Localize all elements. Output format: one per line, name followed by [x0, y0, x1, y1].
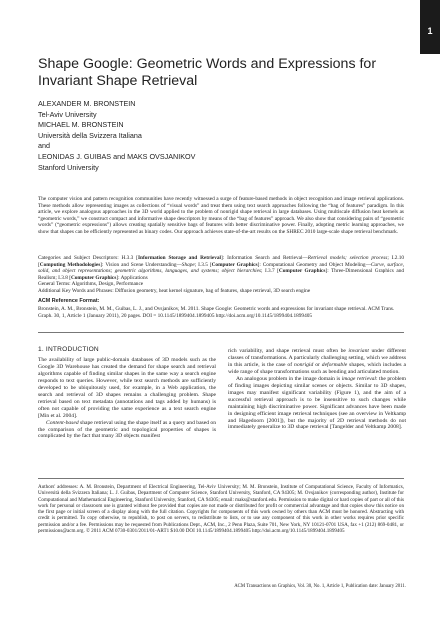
section-heading: 1. INTRODUCTION — [38, 346, 99, 353]
right-column — [228, 348, 406, 431]
paragraph: The availability of large public-domain databases of 3D models such as the Google 3D Warehouse has created the demand for shape search and retrieval algorithms capable of finding similar shapes in the same way a search engine responds to text queries. However, while text search methods are sufficiently developed to be ubiquitously used, for example, in a Web application, the search and retrieval of 3D shapes remains a challenging problem. Shape retrieval based on text metadata (annotations and tags added by humans) is often not capable of providing the same experience as a text search engine [Min et al. 2004]. — [38, 357, 216, 419]
page-number-tab — [420, 0, 440, 54]
affiliation-line: Tel-Aviv University — [38, 109, 97, 119]
general-terms: General Terms: Algorithms, Design, Performance — [38, 281, 144, 287]
journal-footer: ACM Transactions on Graphics, Vol. 30, No. 1, Article 1, Publication date: January 2011. — [234, 584, 406, 589]
paragraph: Content-based shape retrieval using the shape itself as a query and based on the comparison of the geometric and topological properties of shapes is complicated by the fact that many 3D objects manifest — [38, 419, 216, 440]
reference-format-text: Bronstein, A. M., Bronstein, M. M., Guibas, L. J., and Ovsjanikov, M. 2011. Shape Google: Geometric words and expressions for invariant shape retrieval. ACM Trans. Graph. 30, 1, Article 1 (January 2011), 20 pages. DOI = 10.1145/1899404.1899405 http://doi.acm.org/10.1145/1899404.1899405 — [38, 306, 395, 319]
paper-title: Shape Google: Geometric Words and Expressions for Invariant Shape Retrieval — [38, 56, 377, 89]
footnote-rule — [38, 478, 404, 479]
paragraph: rich variability, and shape retrieval must often be invariant under different classes of transformations. A particularly challenging setting, which we address in this article, is the case of nonrigid or deformable shapes, which includes a wide range of shape transformations such as bending and articulated motion. — [228, 348, 406, 375]
reference-format-heading: ACM Reference Format: — [38, 298, 100, 304]
keywords: Additional Key Words and Phrases: Diffusion geometry, heat kernel signature, bag of features, shape retrieval, 3D search engine — [38, 288, 311, 294]
affiliation-line: Università della Svizzera Italiana — [38, 130, 142, 140]
paragraph: An analogous problem in the image domain is image retrieval: the problem of finding images depicting similar scenes or objects. Similar to 3D shapes, images may manifest significant variability (Figure 1), and the aim of a successful retrieval approach is to be insensitive to such changes while maintaining high discriminative power. Significant advances have been made in designing efficient image retrieval techniques (see an overview in Veltkamp and Hagedoorn [2001]), but the majority of 2D retrieval methods do not immediately generalize to 3D shape retrieval [Tangelder and Veltkamp 2008]. — [228, 375, 407, 431]
author-block — [38, 99, 398, 173]
conjunction-line: and — [38, 141, 50, 151]
author-line: LEONIDAS J. GUIBAS and MAKS OVSJANIKOV — [38, 151, 196, 161]
author-line: ALEXANDER M. BRONSTEIN — [38, 99, 136, 108]
left-column — [38, 357, 216, 440]
page-number: 1 — [427, 26, 433, 36]
divider-rule — [38, 332, 404, 333]
abstract: The computer vision and pattern recognition communities have recently witnessed a surge of feature-based methods in object recognition and image retrieval applications. These methods allow representing images as collections of “visual words” and treat them using text search approaches following the “bag of features” paradigm. In this article, we explore analogous approaches in the 3D world applied to the problem of nonrigid shape retrieval in large databases. Using multiscale diffusion heat kernels as “geometric words,” we construct compact and informative shape descriptors by means of the “bag of features” approach. We also show that considering pairs of “geometric words” (“geometric expressions”) allows creating spatially sensitive bags of features with better discriminative power. Finally, adopting metric learning approaches, we show that shapes can be efficiently represented as binary codes. Our approach achieves state-of-the-art results on the SHREC 2010 large-scale shape retrieval benchmark. — [38, 196, 404, 235]
categories-descriptors: Categories and Subject Descriptors: H.3.3 [Information Storage and Retrieval]: Information Search and Retrieval—Retrieval models; selection process; I.2.10 [Computing Methodologies]: Vision and Scene Understanding—Shape; I.3.5 [Computer Graphics]: Computational Geometry and Object Modeling—Curve, surface, solid, and object representations; geometric algorithms, languages, and systems; object hierarchies; I.3.7 [Computer Graphics]: Three-Dimensional Graphics and Realism; I.3.8 [Computer Graphics]: Applications — [38, 255, 405, 281]
footnote: Authors' addresses: A. M. Bronstein, Department of Electrical Engineering, Tel-Aviv University; M. M. Bronstein, Institute of Computational Science, Faculty of Informatics, Università della Svizzera Italiana; L. J. Guibas, Department of Computer Science, Stanford University, Stanford, CA 94305; M. Ovsjanikov (corresponding author), Institute for Computational and Mathematical Engineering, Stanford University, Stanford, CA 94305; email: maks@stanford.edu. Permission to make digital or hard copies of part or all of this work for personal or classroom use is granted without fee provided that copies are not made or distributed for profit or commercial advantage and that copies show this notice on the first page or initial screen of a display along with the full citation. Copyrights for components of this work owned by others than ACM must be honored. Abstracting with credit is permitted. To copy otherwise, to republish, to post on servers, to redistribute to lists, or to use any component of this work in other works requires prior specific permission and/or a fee. Permissions may be requested from Publications Dept., ACM, Inc., 2 Penn Plaza, Suite 701, New York, NY 10121-0701 USA, fax +1 (212) 869-0481, or permissions@acm.org. © 2011 ACM 0730-0301/2011/01-ART1 $10.00 DOI 10.1145/1899404.1899405 http://doi.acm.org/10.1145/1899404.1899405 — [38, 484, 404, 535]
affiliation-line: Stanford University — [38, 162, 99, 172]
author-line: MICHAEL M. BRONSTEIN — [38, 120, 124, 130]
